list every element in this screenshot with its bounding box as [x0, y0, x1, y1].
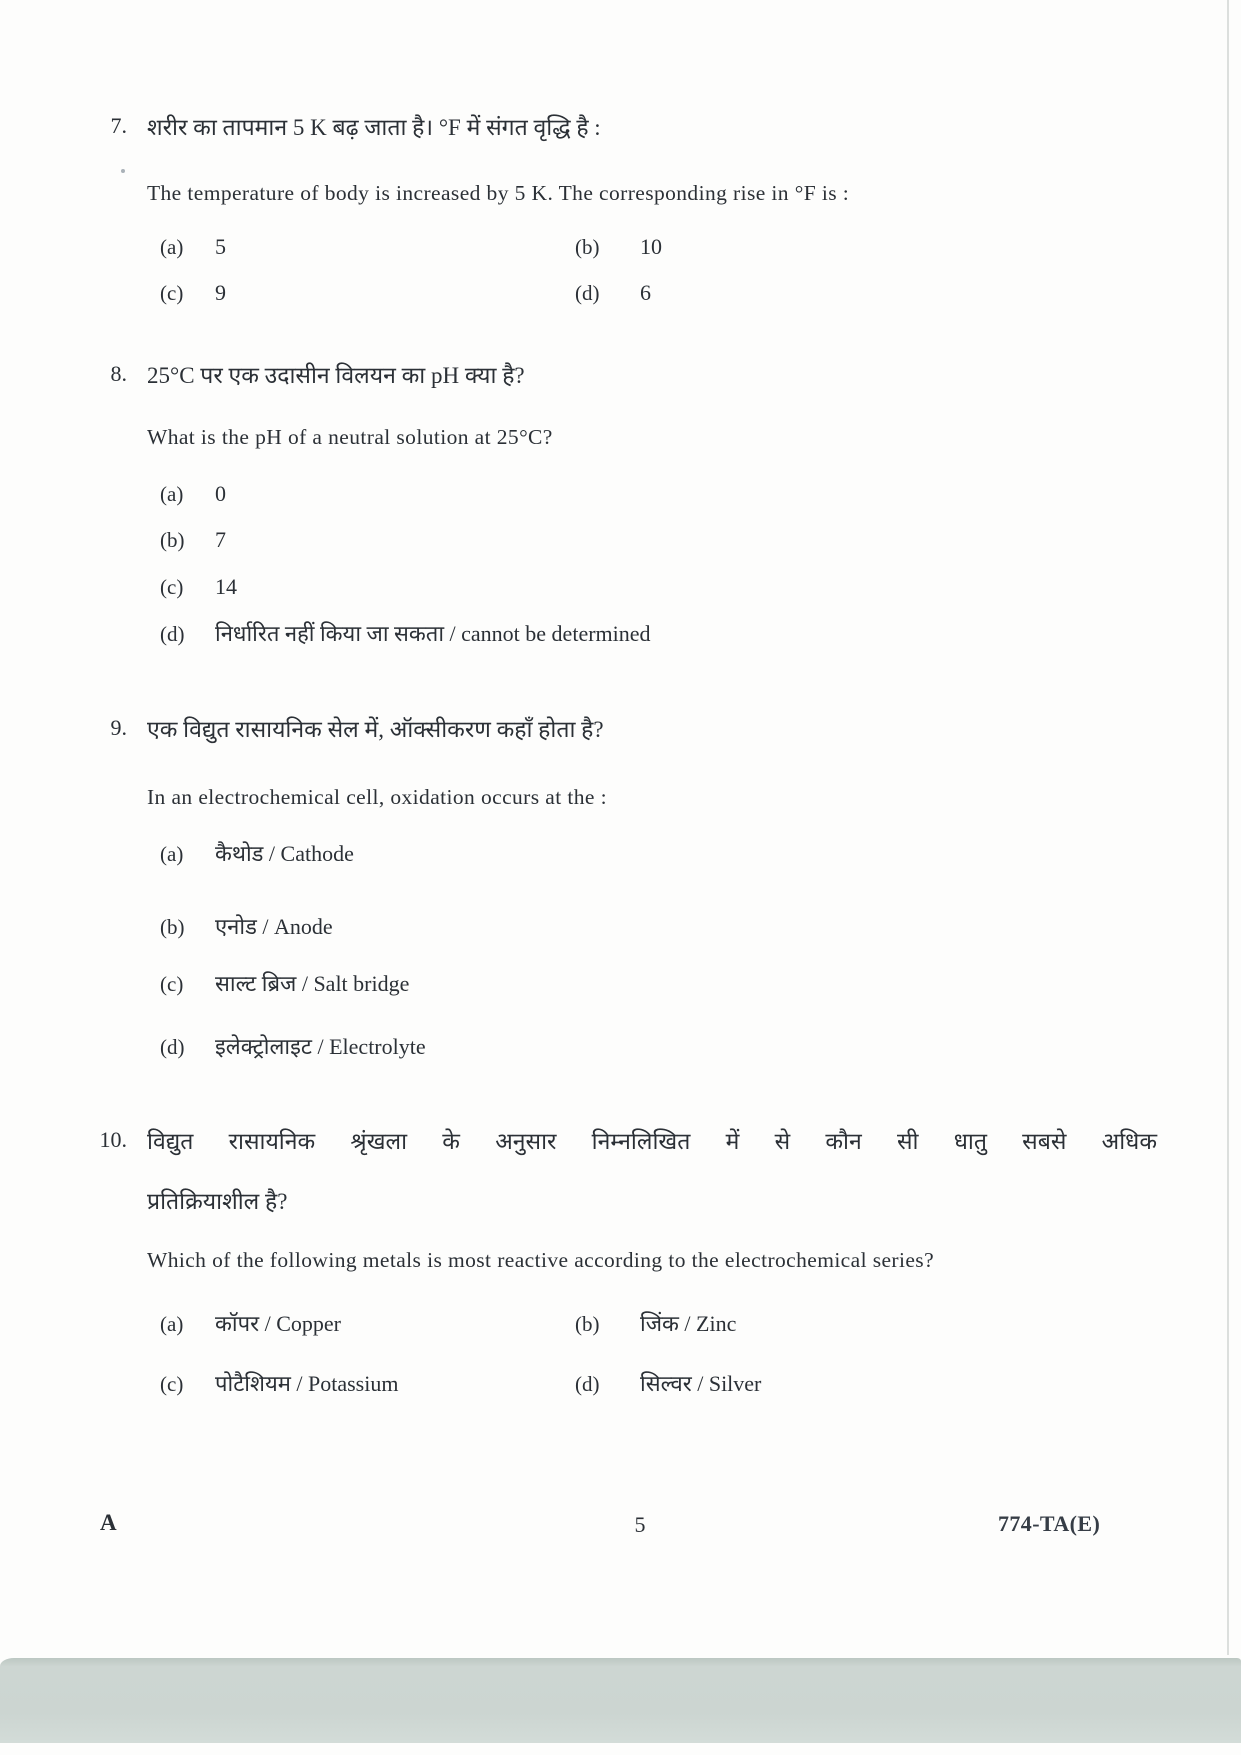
option-a-label: (a) — [160, 1312, 184, 1336]
question-8-number: 8. — [110, 361, 127, 386]
option-b-text: जिंक / Zinc — [640, 1311, 737, 1336]
option-b-text: एनोड / Anode — [215, 914, 333, 939]
question-9-option-a — [160, 840, 1160, 869]
option-d-text: इलेक्ट्रोलाइट / Electrolyte — [215, 1034, 426, 1059]
option-b — [575, 233, 662, 262]
option-d-label: (d) — [575, 281, 600, 305]
question-9-text-hindi: एक विद्युत रासायनिक सेल में, ऑक्सीकरण कहाँ होता है? — [147, 717, 604, 742]
option-a-label: (a) — [160, 482, 184, 506]
option-c-text: 14 — [215, 574, 237, 599]
question-7-options-row-2 — [160, 279, 1160, 308]
question-8-option-a — [160, 480, 1160, 509]
question-9-option-b — [160, 913, 1160, 942]
footer-set-code: A — [100, 1510, 118, 1535]
option-c-label: (c) — [160, 281, 184, 305]
option-b-text: 7 — [215, 527, 226, 552]
option-d-text: 6 — [640, 280, 651, 305]
question-10-number: 10. — [99, 1127, 127, 1152]
question-10-options-row-1 — [160, 1310, 1160, 1339]
option-d-label: (d) — [575, 1372, 600, 1396]
question-7-options-row-1 — [160, 233, 1160, 262]
option-c-text: 9 — [215, 280, 226, 305]
option-b-label: (b) — [575, 235, 600, 259]
question-10-text-hindi-line1: विद्युत रासायनिक श्रृंखला के अनुसार निम्नलिखित में से कौन सी धातु सबसे अधिक — [147, 1129, 1157, 1154]
option-d — [575, 279, 651, 308]
option-d-text: सिल्वर / Silver — [640, 1371, 762, 1396]
option-a-label: (a) — [160, 235, 184, 259]
option-b-label: (b) — [160, 528, 185, 552]
question-7-text-english: The temperature of body is increased by 5 K. The corresponding rise in °F is : — [147, 181, 850, 205]
option-a-text: 5 — [215, 234, 226, 259]
question-9-text-english: In an electrochemical cell, oxidation occurs at the : — [147, 785, 607, 809]
option-b-label: (b) — [160, 915, 185, 939]
option-c-label: (c) — [160, 1372, 184, 1396]
option-b-text: 10 — [640, 234, 662, 259]
footer-page-number: 5 — [634, 1512, 646, 1537]
question-10-options-row-2 — [160, 1370, 1160, 1399]
option-a-text: कैथोड / Cathode — [215, 841, 354, 866]
option-c — [160, 1371, 398, 1396]
option-a — [160, 1311, 341, 1336]
question-8-text-english: What is the pH of a neutral solution at 25°C? — [147, 425, 553, 449]
question-10-text-english: Which of the following metals is most reactive according to the electrochemical series? — [147, 1248, 935, 1272]
question-8-option-c — [160, 573, 1160, 602]
option-a-text: 0 — [215, 481, 226, 506]
option-a — [160, 234, 226, 259]
question-7-text-hindi: शरीर का तापमान 5 K बढ़ जाता है। °F में संगत वृद्धि है : — [147, 115, 601, 140]
scan-edge-line — [1227, 0, 1229, 1655]
scan-artifact-dot — [121, 169, 125, 173]
option-b-label: (b) — [575, 1312, 600, 1336]
question-8-option-d — [160, 620, 1160, 649]
option-c-label: (c) — [160, 972, 184, 996]
option-d-label: (d) — [160, 622, 185, 646]
scan-bottom-band — [0, 1658, 1241, 1743]
question-9-number: 9. — [110, 715, 127, 740]
question-9-option-d — [160, 1033, 1160, 1062]
option-b — [575, 1310, 736, 1339]
option-d-label: (d) — [160, 1035, 185, 1059]
option-c-label: (c) — [160, 575, 184, 599]
option-d — [575, 1370, 761, 1399]
option-c-text: साल्ट ब्रिज / Salt bridge — [215, 971, 410, 996]
question-9-option-c — [160, 970, 1160, 999]
option-a-text: कॉपर / Copper — [215, 1311, 341, 1336]
option-a-label: (a) — [160, 842, 184, 866]
question-8-text-hindi: 25°C पर एक उदासीन विलयन का pH क्या है? — [147, 363, 525, 388]
question-8-option-b — [160, 526, 1160, 555]
option-c — [160, 280, 226, 305]
question-7-number: 7. — [110, 113, 127, 138]
option-c-text: पोटैशियम / Potassium — [215, 1371, 399, 1396]
option-d-text: निर्धारित नहीं किया जा सकता / cannot be determined — [215, 621, 651, 646]
footer-paper-code: 774-TA(E) — [998, 1511, 1101, 1536]
question-10-text-hindi-line2: प्रतिक्रियाशील है? — [147, 1189, 288, 1214]
